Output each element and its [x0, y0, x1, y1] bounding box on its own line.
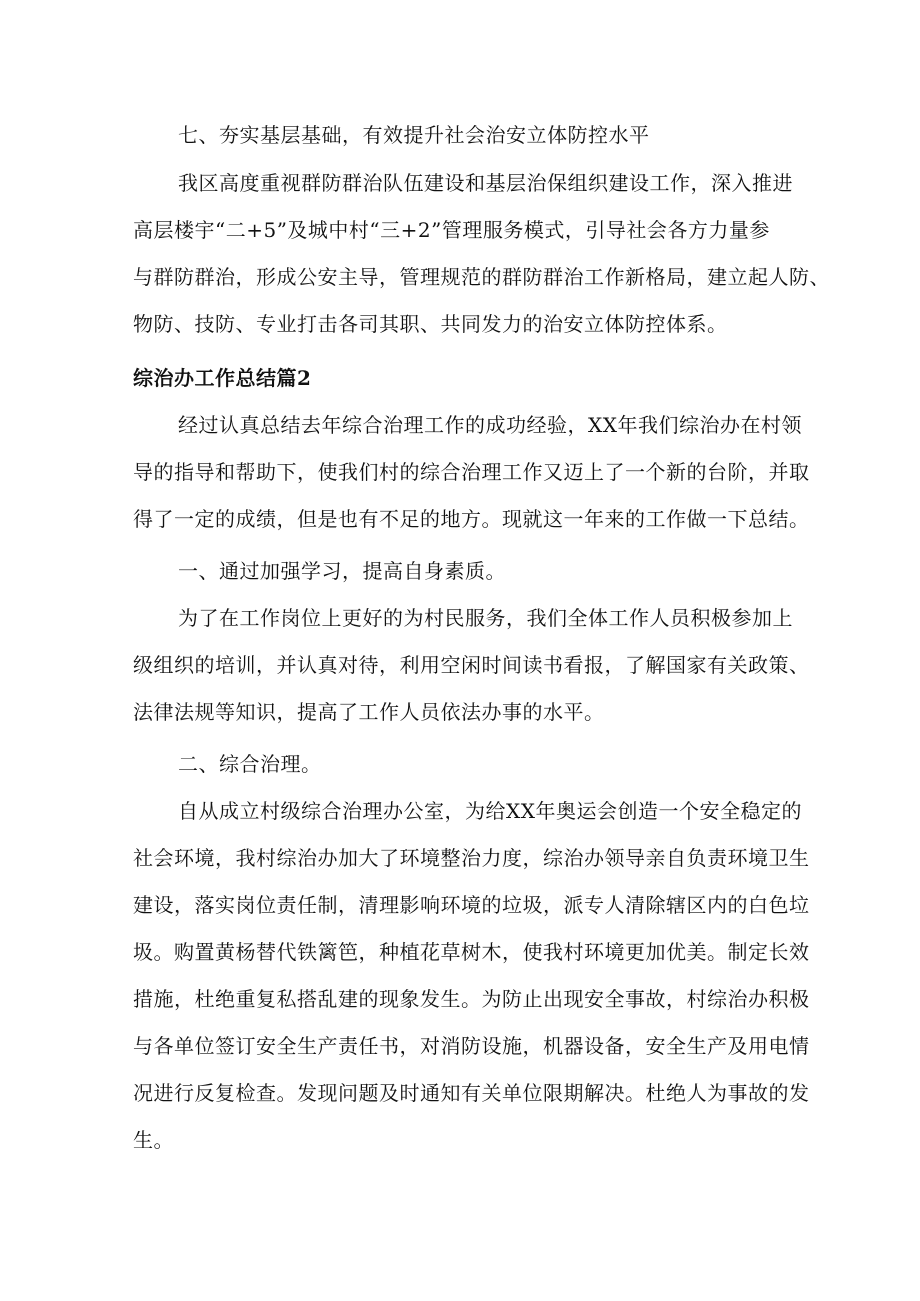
point1-heading-text: 一、通过加强学习，提高自身素质。 — [178, 559, 506, 583]
paragraph-line: 与各单位签订安全生产责任书，对消防设施，机器设备，安全生产及用电情 — [133, 1034, 810, 1058]
paragraph-line: 我区高度重视群防群治队伍建设和基层治保组织建设工作，深入推进 — [178, 171, 793, 195]
paragraph-line: 自从成立村级综合治理办公室，为给XX年奥运会创造一个安全稳定的 — [178, 799, 802, 823]
point2-heading — [133, 741, 813, 788]
paragraph-line: 为了在工作岗位上更好的为村民服务，我们全体工作人员积极参加上 — [178, 606, 793, 630]
paragraph-line: 经过认真总结去年综合治理工作的成功经验，XX年我们综治办在村领 — [178, 413, 802, 437]
article-title — [133, 355, 813, 402]
paragraph-line: 圾。购置黄杨替代铁篱笆，种植花草树木，使我村环境更加优美。制定长效 — [133, 940, 810, 964]
paragraph-line: 措施，杜绝重复私搭乱建的现象发生。为防止出现安全事故，村综治办积极 — [133, 987, 810, 1011]
section7-paragraph — [133, 160, 830, 348]
paragraph-line: 导的指导和帮助下，使我们村的综合治理工作又迈上了一个新的台阶，并取 — [133, 460, 810, 484]
paragraph-line: 高层楼宇“二+5”及城中村“三+2”管理服务模式，引导社会各方力量参 — [133, 218, 770, 242]
paragraph-line: 与群防群治，形成公安主导，管理规范的群防群治工作新格局，建立起人防、 — [133, 265, 830, 289]
point2-paragraph — [133, 788, 813, 1164]
paragraph-line: 物防、技防、专业打击各司其职、共同发力的治安立体防控体系。 — [133, 312, 728, 336]
paragraph-line: 社会环境，我村综治办加大了环境整治力度，综治办领导亲自负责环境卫生 — [133, 846, 810, 870]
paragraph-line: 况进行反复检查。发现问题及时通知有关单位限期解决。杜绝人为事故的发 — [133, 1081, 810, 1105]
paragraph-line: 生。 — [133, 1128, 174, 1152]
paragraph-line: 法律法规等知识，提高了工作人员依法办事的水平。 — [133, 700, 605, 724]
section7-heading-text: 七、夯实基层基础，有效提升社会治安立体防控水平 — [178, 123, 650, 147]
point1-heading — [133, 548, 813, 595]
paragraph-line: 级组织的培训，并认真对待，利用空闲时间读书看报，了解国家有关政策、 — [133, 653, 810, 677]
point1-paragraph — [133, 595, 813, 736]
paragraph-line: 得了一定的成绩，但是也有不足的地方。现就这一年来的工作做一下总结。 — [133, 507, 810, 531]
paragraph-line: 建设，落实岗位责任制，清理影响环境的垃圾，派专人清除辖区内的白色垃 — [133, 893, 810, 917]
section7-heading — [133, 112, 813, 159]
intro-paragraph — [133, 402, 813, 543]
article-title-text: 综治办工作总结篇2 — [133, 366, 312, 390]
point2-heading-text: 二、综合治理。 — [178, 752, 322, 776]
